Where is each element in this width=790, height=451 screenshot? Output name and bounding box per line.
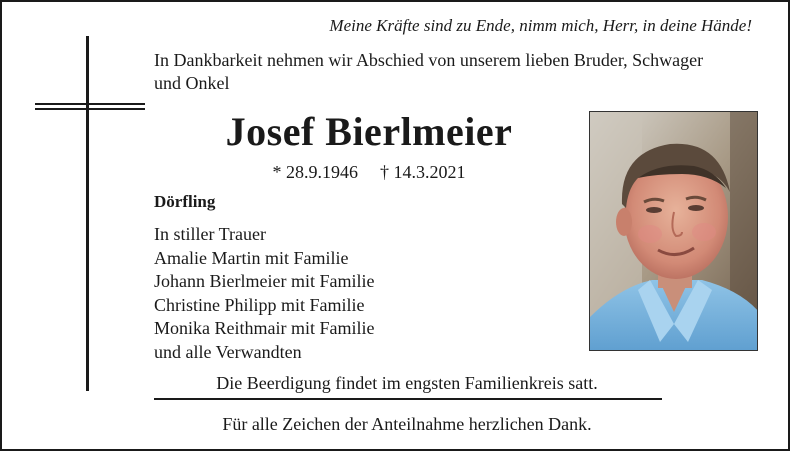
birth-date: * 28.9.1946: [272, 162, 358, 182]
divider-line: [154, 398, 662, 400]
portrait-photo: [589, 111, 758, 351]
mourner-line: Amalie Martin mit Familie: [154, 247, 349, 268]
funeral-note: Die Beerdigung findet im engsten Familienkreis satt.: [216, 373, 598, 393]
death-date: † 14.3.2021: [380, 162, 466, 182]
cross-horizontal-bar: [35, 103, 145, 105]
mourners-list: [154, 223, 374, 365]
cross-horizontal-bar: [35, 108, 145, 110]
motto-verse: Meine Kräfte sind zu Ende, nimm mich, Herr, in deine Hände!: [329, 16, 752, 35]
life-dates: [154, 162, 584, 183]
portrait-illustration: [590, 112, 758, 351]
cross-vertical-bar: [86, 36, 89, 391]
mourner-line: In stiller Trauer: [154, 224, 266, 244]
place-name: Dörfling: [154, 192, 216, 211]
mourner-line: und alle Verwandten: [154, 341, 302, 362]
mourner-line: Christine Philipp mit Familie: [154, 294, 365, 315]
mourner-line: Monika Reithmair mit Familie: [154, 318, 375, 339]
intro-text: In Dankbarkeit nehmen wir Abschied von unserem lieben Bruder, Schwager und Onkel: [154, 50, 704, 93]
deceased-name: Josef Bierlmeier: [225, 109, 513, 154]
mourner-line: Johann Bierlmeier mit Familie: [154, 271, 375, 292]
thanks-note: Für alle Zeichen der Anteilnahme herzlichen Dank.: [222, 414, 592, 434]
